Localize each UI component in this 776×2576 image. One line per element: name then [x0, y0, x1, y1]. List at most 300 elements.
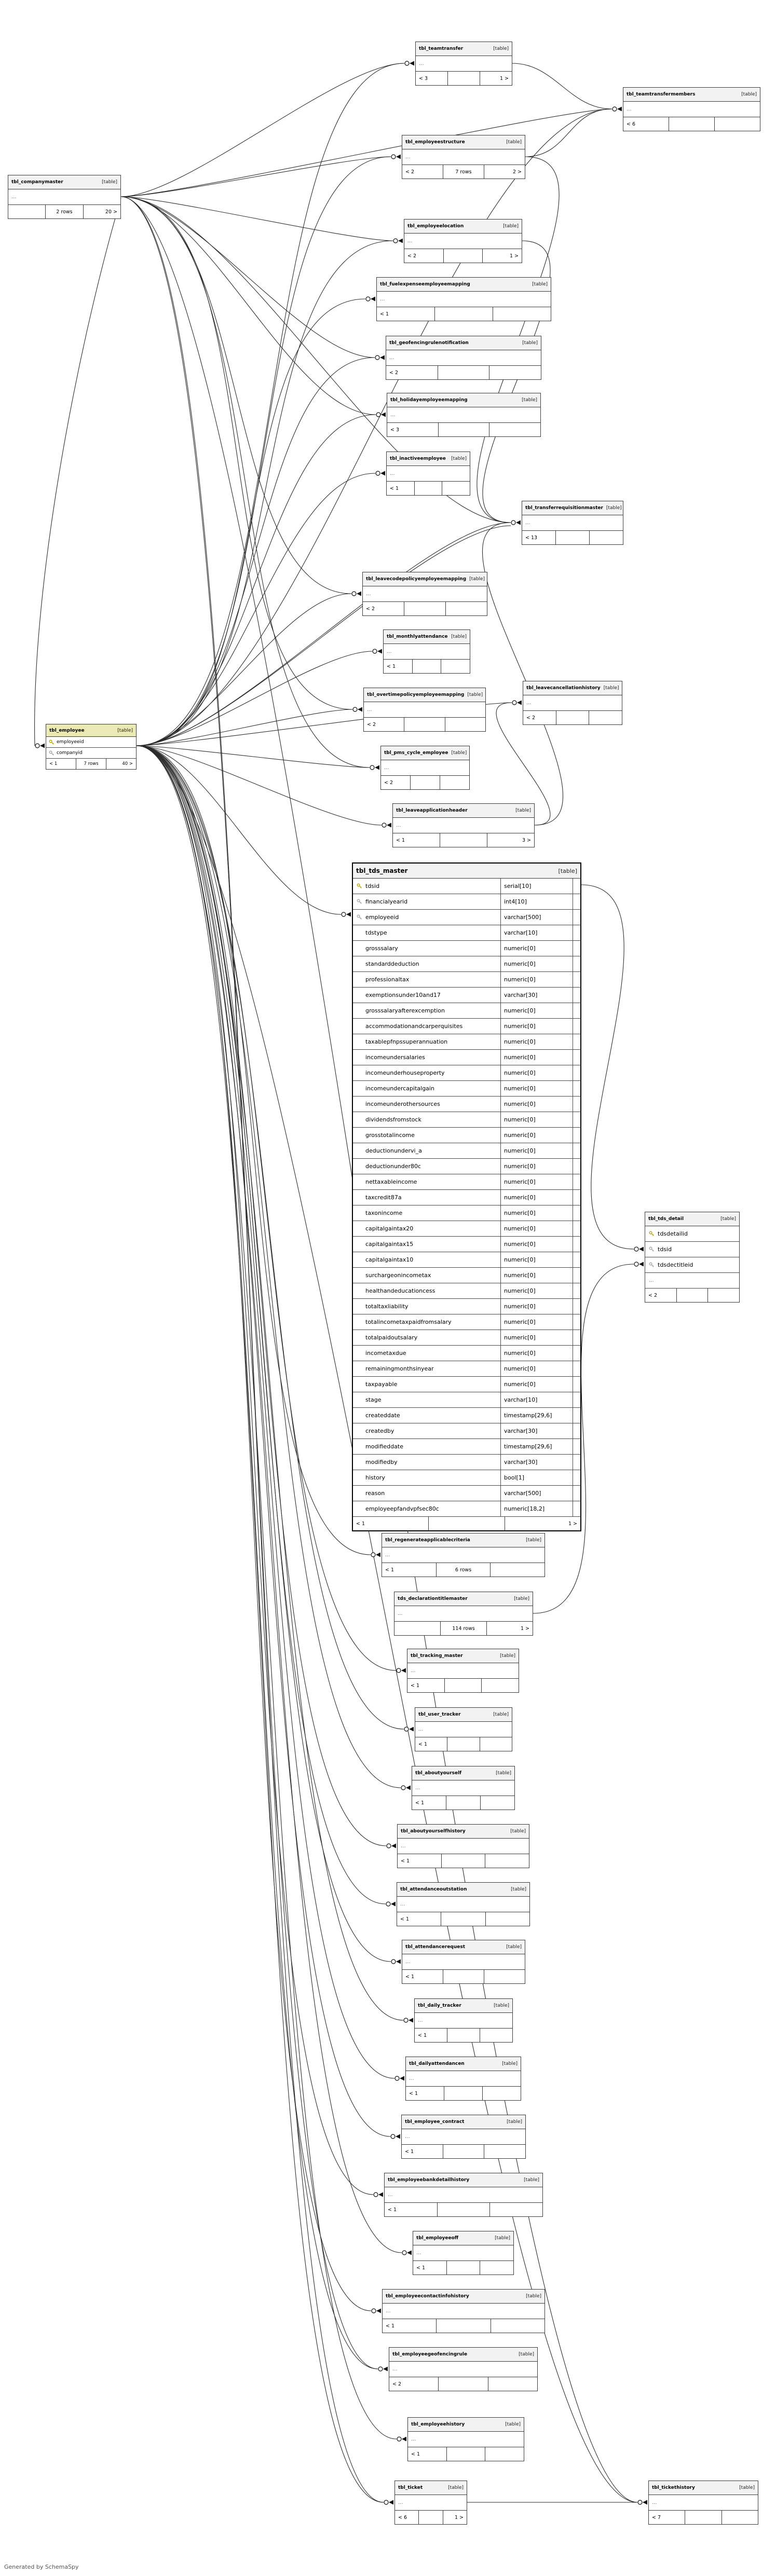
column-name: capitalgaintax15: [365, 1241, 414, 1248]
column-type: varchar[500]: [500, 910, 573, 925]
key-gutter: [573, 1392, 580, 1407]
fk-arrowhead: [396, 1960, 401, 1964]
column-name: taxonincome: [365, 1210, 403, 1216]
row-count: [446, 1796, 481, 1810]
column-type: numeric[0]: [500, 1065, 573, 1080]
column-row[interactable]: [353, 1174, 580, 1190]
table-name[interactable]: tbl_aboutyourself: [415, 1771, 462, 1776]
column-row[interactable]: [353, 1097, 580, 1112]
table-node-employeeoff: [413, 2231, 514, 2275]
cardinality-circle: [374, 2193, 378, 2197]
column-row[interactable]: [353, 1003, 580, 1019]
fk-arrowhead: [643, 2500, 647, 2505]
table-name[interactable]: tbl_monthlyattendance: [387, 634, 448, 639]
table-header[interactable]: [402, 1940, 525, 1954]
table-type-label: [table]: [496, 1771, 511, 1776]
table-footer: [523, 711, 622, 724]
table-name[interactable]: tbl_tracking_master: [411, 1653, 463, 1659]
table-header[interactable]: [383, 2290, 544, 2304]
table-header[interactable]: [395, 2481, 467, 2495]
column-row[interactable]: [353, 879, 580, 894]
column-name: deductionunder80c: [365, 1163, 421, 1170]
out-degree: [484, 2145, 525, 2158]
table-columns-ellipsis: ...: [387, 407, 540, 423]
table-type-label: [table]: [451, 750, 467, 756]
key-gutter: [573, 879, 580, 894]
table-node-daily_tracker: [414, 1998, 513, 2043]
table-columns-ellipsis: ...: [413, 2245, 513, 2261]
column-row[interactable]: [645, 1257, 739, 1273]
table-name[interactable]: tbl_employeebankdetailhistory: [388, 2177, 470, 2183]
table-name[interactable]: tbl_employeelocation: [407, 224, 464, 229]
column-row[interactable]: [353, 972, 580, 988]
fk-arrowhead: [376, 2309, 381, 2313]
table-header[interactable]: [385, 2173, 542, 2187]
relationship-edge: [137, 473, 375, 746]
table-header[interactable]: [406, 2057, 521, 2071]
column-row[interactable]: [353, 1019, 580, 1034]
column-name: history: [365, 1474, 385, 1481]
row-count: [555, 531, 590, 544]
cardinality-circle: [634, 1247, 638, 1251]
table-footer: [385, 2203, 542, 2216]
column-type: numeric[18,2]: [500, 1501, 573, 1516]
column-name: modifiedby: [365, 1459, 398, 1465]
column-row[interactable]: [353, 956, 580, 972]
in-degree: < 1: [405, 2148, 414, 2155]
table-name[interactable]: tbl_leavecodepolicyemployeemapping: [366, 577, 467, 582]
column-type: int4[10]: [500, 894, 573, 909]
column-type: numeric[0]: [500, 1112, 573, 1127]
in-degree: < 1: [411, 1682, 420, 1689]
table-name[interactable]: tbl_tds_master: [356, 867, 408, 874]
table-name[interactable]: tbl_employee_contract: [405, 2119, 465, 2125]
column-row[interactable]: [353, 1377, 580, 1392]
fk-arrowhead: [376, 1553, 380, 1557]
table-name[interactable]: tbl_employeehistory: [411, 2422, 465, 2427]
in-degree: < 1: [418, 1741, 428, 1747]
table-header[interactable]: [389, 2348, 537, 2362]
table-header[interactable]: [377, 278, 551, 292]
table-name[interactable]: tbl_employeestructure: [405, 140, 465, 145]
in-degree: < 1: [386, 2323, 395, 2329]
table-columns-ellipsis: ...: [385, 2187, 542, 2203]
column-row[interactable]: [353, 910, 580, 925]
table-columns-ellipsis: ...: [389, 2362, 537, 2377]
table-type-label: [table]: [102, 180, 117, 185]
in-degree: < 6: [627, 121, 636, 127]
table-node-leaveapplicationheader: [392, 803, 535, 847]
column-type: varchar[10]: [500, 925, 573, 940]
column-row[interactable]: [645, 1242, 739, 1257]
row-count: [410, 776, 440, 789]
table-footer: [402, 2145, 525, 2158]
column-row[interactable]: [353, 1190, 580, 1205]
table-columns-ellipsis: ...: [412, 1780, 514, 1796]
relationship-edge: [525, 109, 612, 157]
cardinality-circle: [366, 297, 370, 301]
key-gutter: [573, 1112, 580, 1127]
column-type: varchar[30]: [500, 988, 573, 1003]
table-header[interactable]: [382, 1533, 544, 1547]
column-row[interactable]: [353, 1501, 580, 1517]
column-type: numeric[0]: [500, 1081, 573, 1096]
column-name: tdsid: [658, 1246, 672, 1253]
table-footer: [623, 117, 760, 131]
relationship-edge: [121, 109, 612, 197]
table-name[interactable]: tbl_leavecancellationhistory: [526, 686, 601, 691]
table-header[interactable]: [413, 2231, 513, 2245]
relationship-edge: [35, 198, 121, 746]
fk-arrowhead: [375, 765, 379, 770]
in-degree: [8, 205, 45, 218]
table-header[interactable]: [46, 724, 136, 737]
table-footer: [383, 2319, 544, 2333]
table-node-tds_master: [352, 862, 581, 1531]
relationship-edge: [121, 197, 384, 2502]
table-columns-ellipsis: ...: [382, 1547, 544, 1563]
in-degree: < 2: [384, 779, 393, 786]
table-header[interactable]: [397, 1883, 529, 1897]
row-count: [440, 833, 487, 847]
table-footer: [404, 249, 522, 263]
table-header[interactable]: [387, 393, 540, 407]
out-degree: [589, 711, 622, 724]
out-degree: [482, 1679, 519, 1692]
table-header[interactable]: [415, 1999, 512, 2013]
column-name: tdsdetailid: [658, 1230, 688, 1237]
primary-key-icon: [649, 1231, 655, 1237]
table-type-label: [table]: [500, 1653, 515, 1659]
column-name: createdby: [365, 1428, 394, 1434]
relationship-edge: [137, 651, 372, 746]
column-row[interactable]: [353, 988, 580, 1003]
in-degree: < 1: [387, 663, 396, 669]
relationship-edge: [137, 746, 373, 2195]
table-columns-ellipsis: ...: [377, 292, 551, 307]
column-row[interactable]: [353, 1330, 580, 1346]
table-node-monthlyattendance: [383, 629, 470, 674]
table-header[interactable]: [393, 804, 534, 818]
column-row[interactable]: [353, 941, 580, 956]
in-degree: < 1: [396, 837, 405, 843]
table-node-aboutyourself: [412, 1766, 515, 1810]
out-degree: [488, 2377, 537, 2391]
cardinality-circle: [612, 107, 617, 111]
column-row[interactable]: [353, 1128, 580, 1143]
row-count: [412, 660, 442, 673]
column-type: numeric[0]: [500, 956, 573, 971]
cardinality-circle: [397, 2437, 401, 2441]
table-header[interactable]: [645, 1212, 739, 1226]
table-name[interactable]: tbl_user_tracker: [418, 1712, 461, 1717]
table-node-tracking_master: [407, 1649, 519, 1693]
key-gutter: [573, 1377, 580, 1392]
table-header[interactable]: [384, 630, 470, 644]
cardinality-circle: [378, 2367, 383, 2371]
table-type-label: [table]: [511, 1887, 526, 1892]
column-row[interactable]: [46, 737, 136, 748]
column-row[interactable]: [353, 1361, 580, 1377]
column-row[interactable]: [353, 925, 580, 941]
key-gutter: [573, 972, 580, 987]
table-node-companymaster: [8, 175, 121, 219]
column-row[interactable]: [645, 1226, 739, 1242]
table-name[interactable]: tds_declarationtitlemaster: [398, 1596, 468, 1601]
table-footer: [393, 833, 534, 847]
table-header[interactable]: [623, 88, 760, 102]
table-header[interactable]: [364, 688, 485, 702]
table-name[interactable]: tbl_inactiveemployee: [390, 456, 446, 461]
column-name: modifieddate: [365, 1443, 403, 1450]
column-row[interactable]: [46, 748, 136, 759]
row-count: [428, 1517, 505, 1530]
table-type-label: [table]: [532, 282, 548, 287]
table-name[interactable]: tbl_regenerateapplicablecriteria: [385, 1538, 470, 1543]
table-node-employeehistory: [407, 2417, 524, 2461]
in-degree: < 7: [652, 2514, 661, 2520]
column-row[interactable]: [353, 1252, 580, 1268]
table-node-fuelexpenseemployeemapping: [376, 277, 551, 321]
table-name[interactable]: tbl_holidayemployeemapping: [390, 398, 468, 403]
in-degree: < 2: [648, 1292, 658, 1298]
table-footer: [407, 1679, 519, 1692]
column-name: dividendsfromstock: [365, 1116, 421, 1123]
table-header[interactable]: [402, 135, 525, 149]
column-row[interactable]: [353, 1314, 580, 1330]
in-degree: < 1: [401, 1858, 410, 1864]
table-header[interactable]: [408, 2418, 524, 2432]
table-node-holidayemployeemapping: [387, 393, 541, 437]
key-gutter: [573, 1346, 580, 1361]
table-footer: [377, 307, 551, 321]
table-header[interactable]: [386, 336, 541, 350]
column-name: accommodationandcarperquisites: [365, 1023, 463, 1030]
column-row[interactable]: [353, 1112, 580, 1128]
column-name: capitalgaintax10: [365, 1256, 414, 1263]
table-name[interactable]: tbl_companymaster: [11, 180, 63, 185]
table-footer: [395, 2511, 467, 2524]
table-header[interactable]: [404, 220, 522, 234]
table-columns-ellipsis: ...: [402, 149, 525, 165]
table-columns-ellipsis: ...: [398, 1839, 529, 1854]
relationship-edge: [137, 746, 386, 1846]
column-row[interactable]: [353, 1268, 580, 1283]
table-name[interactable]: tbl_dailyattendancen: [409, 2061, 465, 2066]
out-degree: 1 >: [509, 253, 519, 259]
cardinality-circle: [402, 2251, 406, 2255]
column-row[interactable]: [353, 894, 580, 910]
column-row[interactable]: [353, 1065, 580, 1081]
table-name[interactable]: tbl_transferrequisitionmaster: [525, 505, 603, 511]
row-count: [434, 307, 493, 321]
table-footer: [413, 2261, 513, 2274]
column-row[interactable]: [353, 1486, 580, 1501]
column-name: incometaxdue: [365, 1350, 406, 1356]
table-node-tds_declarationtitlemaster: [394, 1592, 533, 1636]
table-columns-ellipsis: ...: [406, 2071, 521, 2087]
table-node-ticket: [394, 2481, 467, 2525]
column-row[interactable]: [353, 1081, 580, 1097]
table-header[interactable]: [522, 501, 623, 515]
table-node-attendancerequest: [402, 1940, 525, 1984]
in-degree: < 1: [411, 2451, 420, 2457]
table-name[interactable]: tbl_pms_cycle_employee: [384, 750, 448, 756]
out-degree: [441, 660, 470, 673]
row-count: [436, 2319, 491, 2333]
table-header[interactable]: [415, 1708, 512, 1722]
column-row[interactable]: [353, 1392, 580, 1408]
table-name[interactable]: tbl_ticket: [398, 2485, 423, 2490]
column-type: numeric[0]: [500, 1268, 573, 1283]
table-name[interactable]: tbl_attendanceoutstation: [400, 1887, 467, 1892]
column-row[interactable]: [353, 1050, 580, 1065]
out-degree: 1 >: [499, 75, 509, 81]
column-row[interactable]: [353, 1439, 580, 1455]
table-footer: [406, 2087, 521, 2100]
column-name: tdstype: [365, 929, 387, 936]
fk-arrowhead: [40, 744, 45, 748]
table-name[interactable]: tbl_tickethistory: [652, 2485, 695, 2490]
table-name[interactable]: tbl_overtimepolicyemployeemapping: [367, 692, 465, 697]
column-row[interactable]: [353, 1034, 580, 1050]
table-name[interactable]: tbl_teamtransfer: [419, 46, 464, 51]
column-row[interactable]: [353, 1346, 580, 1361]
table-header[interactable]: [402, 2115, 525, 2129]
table-columns-ellipsis: ...: [384, 644, 470, 660]
in-degree: < 1: [400, 1916, 410, 1922]
table-header[interactable]: [523, 681, 622, 695]
foreign-key-icon: [357, 914, 362, 920]
column-name: capitalgaintax20: [365, 1225, 414, 1232]
column-row[interactable]: [353, 1143, 580, 1159]
table-header[interactable]: [407, 1649, 519, 1663]
relationship-edge: [137, 594, 351, 746]
table-name[interactable]: tbl_geofencingrulenotification: [389, 340, 469, 346]
row-count: [441, 1912, 485, 1926]
table-name[interactable]: tbl_employeegeofencingrule: [392, 2352, 468, 2357]
column-row[interactable]: [353, 1299, 580, 1314]
table-name[interactable]: tbl_employeeoff: [416, 2236, 459, 2241]
column-row[interactable]: [353, 1408, 580, 1423]
table-node-leavecodepolicyemployeemapping: [362, 572, 487, 616]
table-footer: [415, 2029, 512, 2042]
table-header[interactable]: [8, 175, 120, 189]
out-degree: [485, 1854, 529, 1868]
cardinality-circle: [382, 823, 386, 827]
table-name[interactable]: tbl_fuelexpenseemployeemapping: [380, 282, 470, 287]
column-row[interactable]: [353, 1221, 580, 1237]
column-row[interactable]: [353, 1423, 580, 1439]
in-degree: < 1: [390, 485, 399, 491]
table-header[interactable]: [381, 746, 469, 760]
cardinality-circle: [384, 2500, 388, 2504]
column-type: numeric[0]: [500, 941, 573, 956]
table-columns-ellipsis: ...: [402, 1954, 525, 1970]
table-name[interactable]: tbl_employee: [49, 728, 85, 733]
table-header[interactable]: [387, 452, 470, 466]
table-header[interactable]: [363, 572, 487, 586]
column-row[interactable]: [353, 1159, 580, 1174]
row-count: [676, 1289, 709, 1302]
table-name[interactable]: tbl_aboutyourselfhistory: [401, 1829, 466, 1834]
table-type-label: [table]: [558, 867, 577, 874]
cardinality-circle: [353, 707, 357, 711]
cardinality-circle: [373, 649, 377, 653]
table-type-label: [table]: [467, 692, 483, 697]
out-degree: [480, 1737, 512, 1751]
out-degree: [480, 2261, 513, 2274]
table-header[interactable]: [416, 42, 512, 56]
table-header[interactable]: [649, 2481, 758, 2495]
key-gutter: [573, 1065, 580, 1080]
column-row[interactable]: [353, 1283, 580, 1299]
column-name: taxcredit87a: [365, 1194, 402, 1201]
table-node-aboutyourselfhistory: [397, 1824, 529, 1868]
columns-ellipsis: ...: [649, 1278, 654, 1283]
table-node-dailyattendancen: [405, 2057, 521, 2101]
table-name[interactable]: tbl_daily_tracker: [418, 2003, 461, 2008]
table-columns-ellipsis: ...: [623, 102, 760, 117]
fk-arrowhead: [357, 592, 361, 596]
key-gutter: [573, 1081, 580, 1096]
key-gutter: [573, 1439, 580, 1454]
table-name[interactable]: tbl_tds_detail: [648, 1216, 684, 1222]
table-name[interactable]: tbl_employeecontactinfohistory: [386, 2294, 469, 2299]
table-footer: [415, 1737, 512, 1751]
table-columns-ellipsis: ...: [381, 760, 469, 776]
out-degree: [484, 1970, 525, 1983]
column-row[interactable]: [353, 1455, 580, 1470]
out-degree: 2 >: [512, 169, 522, 175]
table-type-label: [table]: [503, 224, 519, 229]
table-footer: [389, 2377, 537, 2391]
column-type: numeric[0]: [500, 1252, 573, 1267]
table-footer: [649, 2511, 758, 2524]
table-header[interactable]: [412, 1766, 514, 1780]
in-degree: < 1: [385, 1567, 394, 1573]
in-degree: [394, 1622, 440, 1635]
relationship-edge: [137, 299, 365, 746]
table-header[interactable]: [398, 1825, 529, 1839]
fk-arrowhead: [409, 1727, 414, 1732]
column-name: taxablepfnpssuperannuation: [365, 1038, 448, 1045]
table-columns-ellipsis: ...: [404, 234, 522, 249]
column-name: totaltaxliability: [365, 1303, 409, 1310]
table-header[interactable]: [353, 864, 580, 879]
column-row[interactable]: [353, 1205, 580, 1221]
table-node-overtimepolicyemployeemapping: [363, 688, 486, 732]
table-name[interactable]: tbl_leaveapplicationheader: [396, 808, 468, 813]
relationship-edge: [137, 746, 378, 2369]
fk-arrowhead: [387, 823, 391, 828]
cardinality-circle: [401, 1786, 405, 1790]
table-header[interactable]: [394, 1592, 533, 1606]
column-row[interactable]: [353, 1470, 580, 1486]
table-name[interactable]: tbl_teamtransfermembers: [627, 92, 696, 97]
table-node-employeecontactinfohistory: [382, 2289, 545, 2333]
column-row[interactable]: [353, 1237, 580, 1252]
out-degree: 20 >: [105, 209, 117, 215]
column-type: numeric[0]: [500, 1128, 573, 1143]
table-name[interactable]: tbl_attendancerequest: [405, 1944, 466, 1950]
table-type-label: [table]: [526, 2294, 541, 2299]
row-count: [447, 2029, 480, 2042]
column-name: grosssalaryafterexcemption: [365, 1007, 445, 1014]
column-name: companyid: [57, 750, 83, 756]
row-count: [447, 1737, 480, 1751]
column-type: numeric[0]: [500, 1097, 573, 1112]
